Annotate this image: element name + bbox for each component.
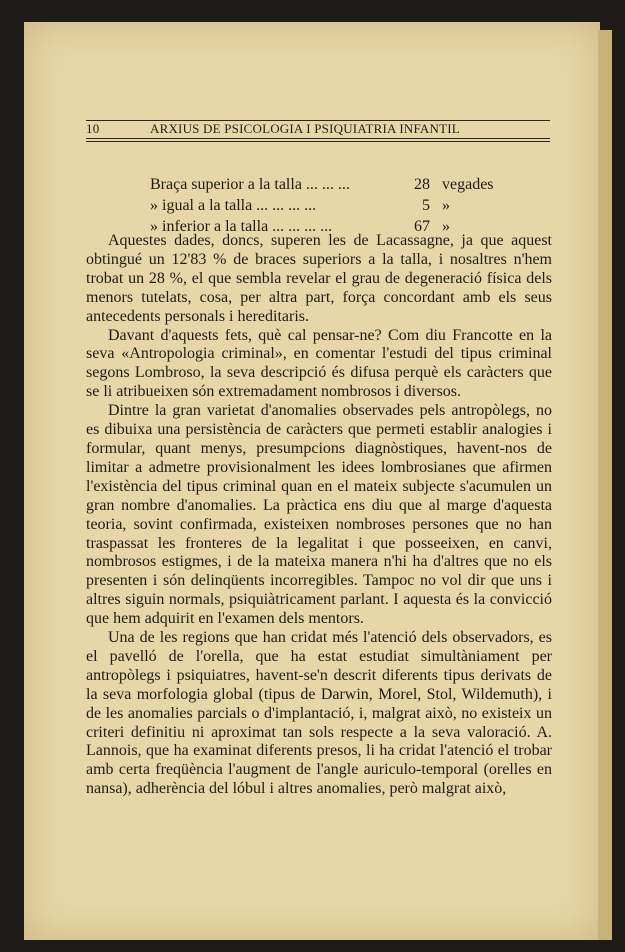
running-title: ARXIUS DE PSICOLOGIA I PSIQUIATRIA INFANTIL (150, 121, 460, 136)
paragraph: Davant d'aquests fets, què cal pensar-ne? Com diu Francotte en la seva «Antropologia criminal», en comentar l'estudi del tipus criminal segons Lombroso, la seva descripció és difusa perquè els caràcters que se li atribueixen són extremadament nombrosos i diversos. (86, 326, 552, 401)
row-value: 67 (414, 218, 430, 235)
header-rule-double (86, 141, 550, 142)
page-number: 10 (86, 121, 100, 136)
row-value: 5 (422, 197, 430, 214)
row-label: Braça superior a la talla ... ... ... (150, 176, 350, 193)
row-label: » inferior a la talla ... ... ... ... (150, 218, 333, 235)
header-rule-bottom (86, 138, 550, 139)
row-unit: vegades (442, 176, 494, 193)
paragraph: Dintre la gran varietat d'anomalies observades pels antropòlegs, no es dibuixa una persistència de caràcters que permeti establir analogies i formular, quant menys, presumpcions diagnòstiques, havent-nos de limitar a admetre provisionalment les idees lombrosianes que afirmen l'existència del tipus criminal quan en el mateix subjecte s'acumulen un gran nombre d'anomalies. La pràctica ens diu que al marge d'aquesta teoria, sovint confirmada, existeixen nombroses persones que no han traspassat les fronteres de la legalitat i que posseeixen, en canvi, nombrosos estigmes, i de la mateixa manera n'hi ha d'altres que no els presenten i són delinqüents incorregibles. Tampoc no vol dir que uns i altres siguin normals, psiquiàtricament parlant. I aquesta és la convicció que hem adquirit en l'examen dels mentors. (86, 402, 552, 628)
running-header (86, 121, 550, 139)
body-text (86, 232, 552, 799)
page-edge (598, 30, 612, 940)
row-unit: » (442, 197, 450, 214)
table-row (150, 174, 494, 195)
paragraph: Aquestes dades, doncs, superen les de Lacassagne, ja que aquest obtingué un 12'83 % de braces superiors a la talla, i nosaltres n'hem trobat un 28 %, el que sembla revelar el grau de degeneració física dels menors tutelats, cosa, per altra part, força concordant amb els seus antecedents personals i hereditaris. (86, 232, 552, 325)
row-value: 28 (414, 176, 430, 193)
row-unit: » (442, 218, 450, 235)
row-label: » igual a la talla ... ... ... ... (150, 197, 317, 214)
arm-length-table (150, 174, 494, 237)
paragraph: Una de les regions que han cridat més l'atenció dels observadors, es el pavelló de l'orella, que ha estat estudiat simultàniament per antropòlegs i psiquiatres, havent-se'n descrit diferents tipus derivats de la seva morfologia global (tipus de Darwin, Morel, Stol, Wildemuth), i de les anomalies parcials o d'implantació, i, malgrat això, no existeix un criteri definitiu ni aproximat tan sols respecte a la seva valoració. A. Lannois, que ha examinat diferents presos, li ha cridat l'atenció el trobar amb certa freqüència l'augment de l'angle auriculo-temporal (orelles en nansa), adherència del lóbul i altres anomalies, però malgrat això, (86, 629, 552, 798)
table-row (150, 195, 490, 216)
